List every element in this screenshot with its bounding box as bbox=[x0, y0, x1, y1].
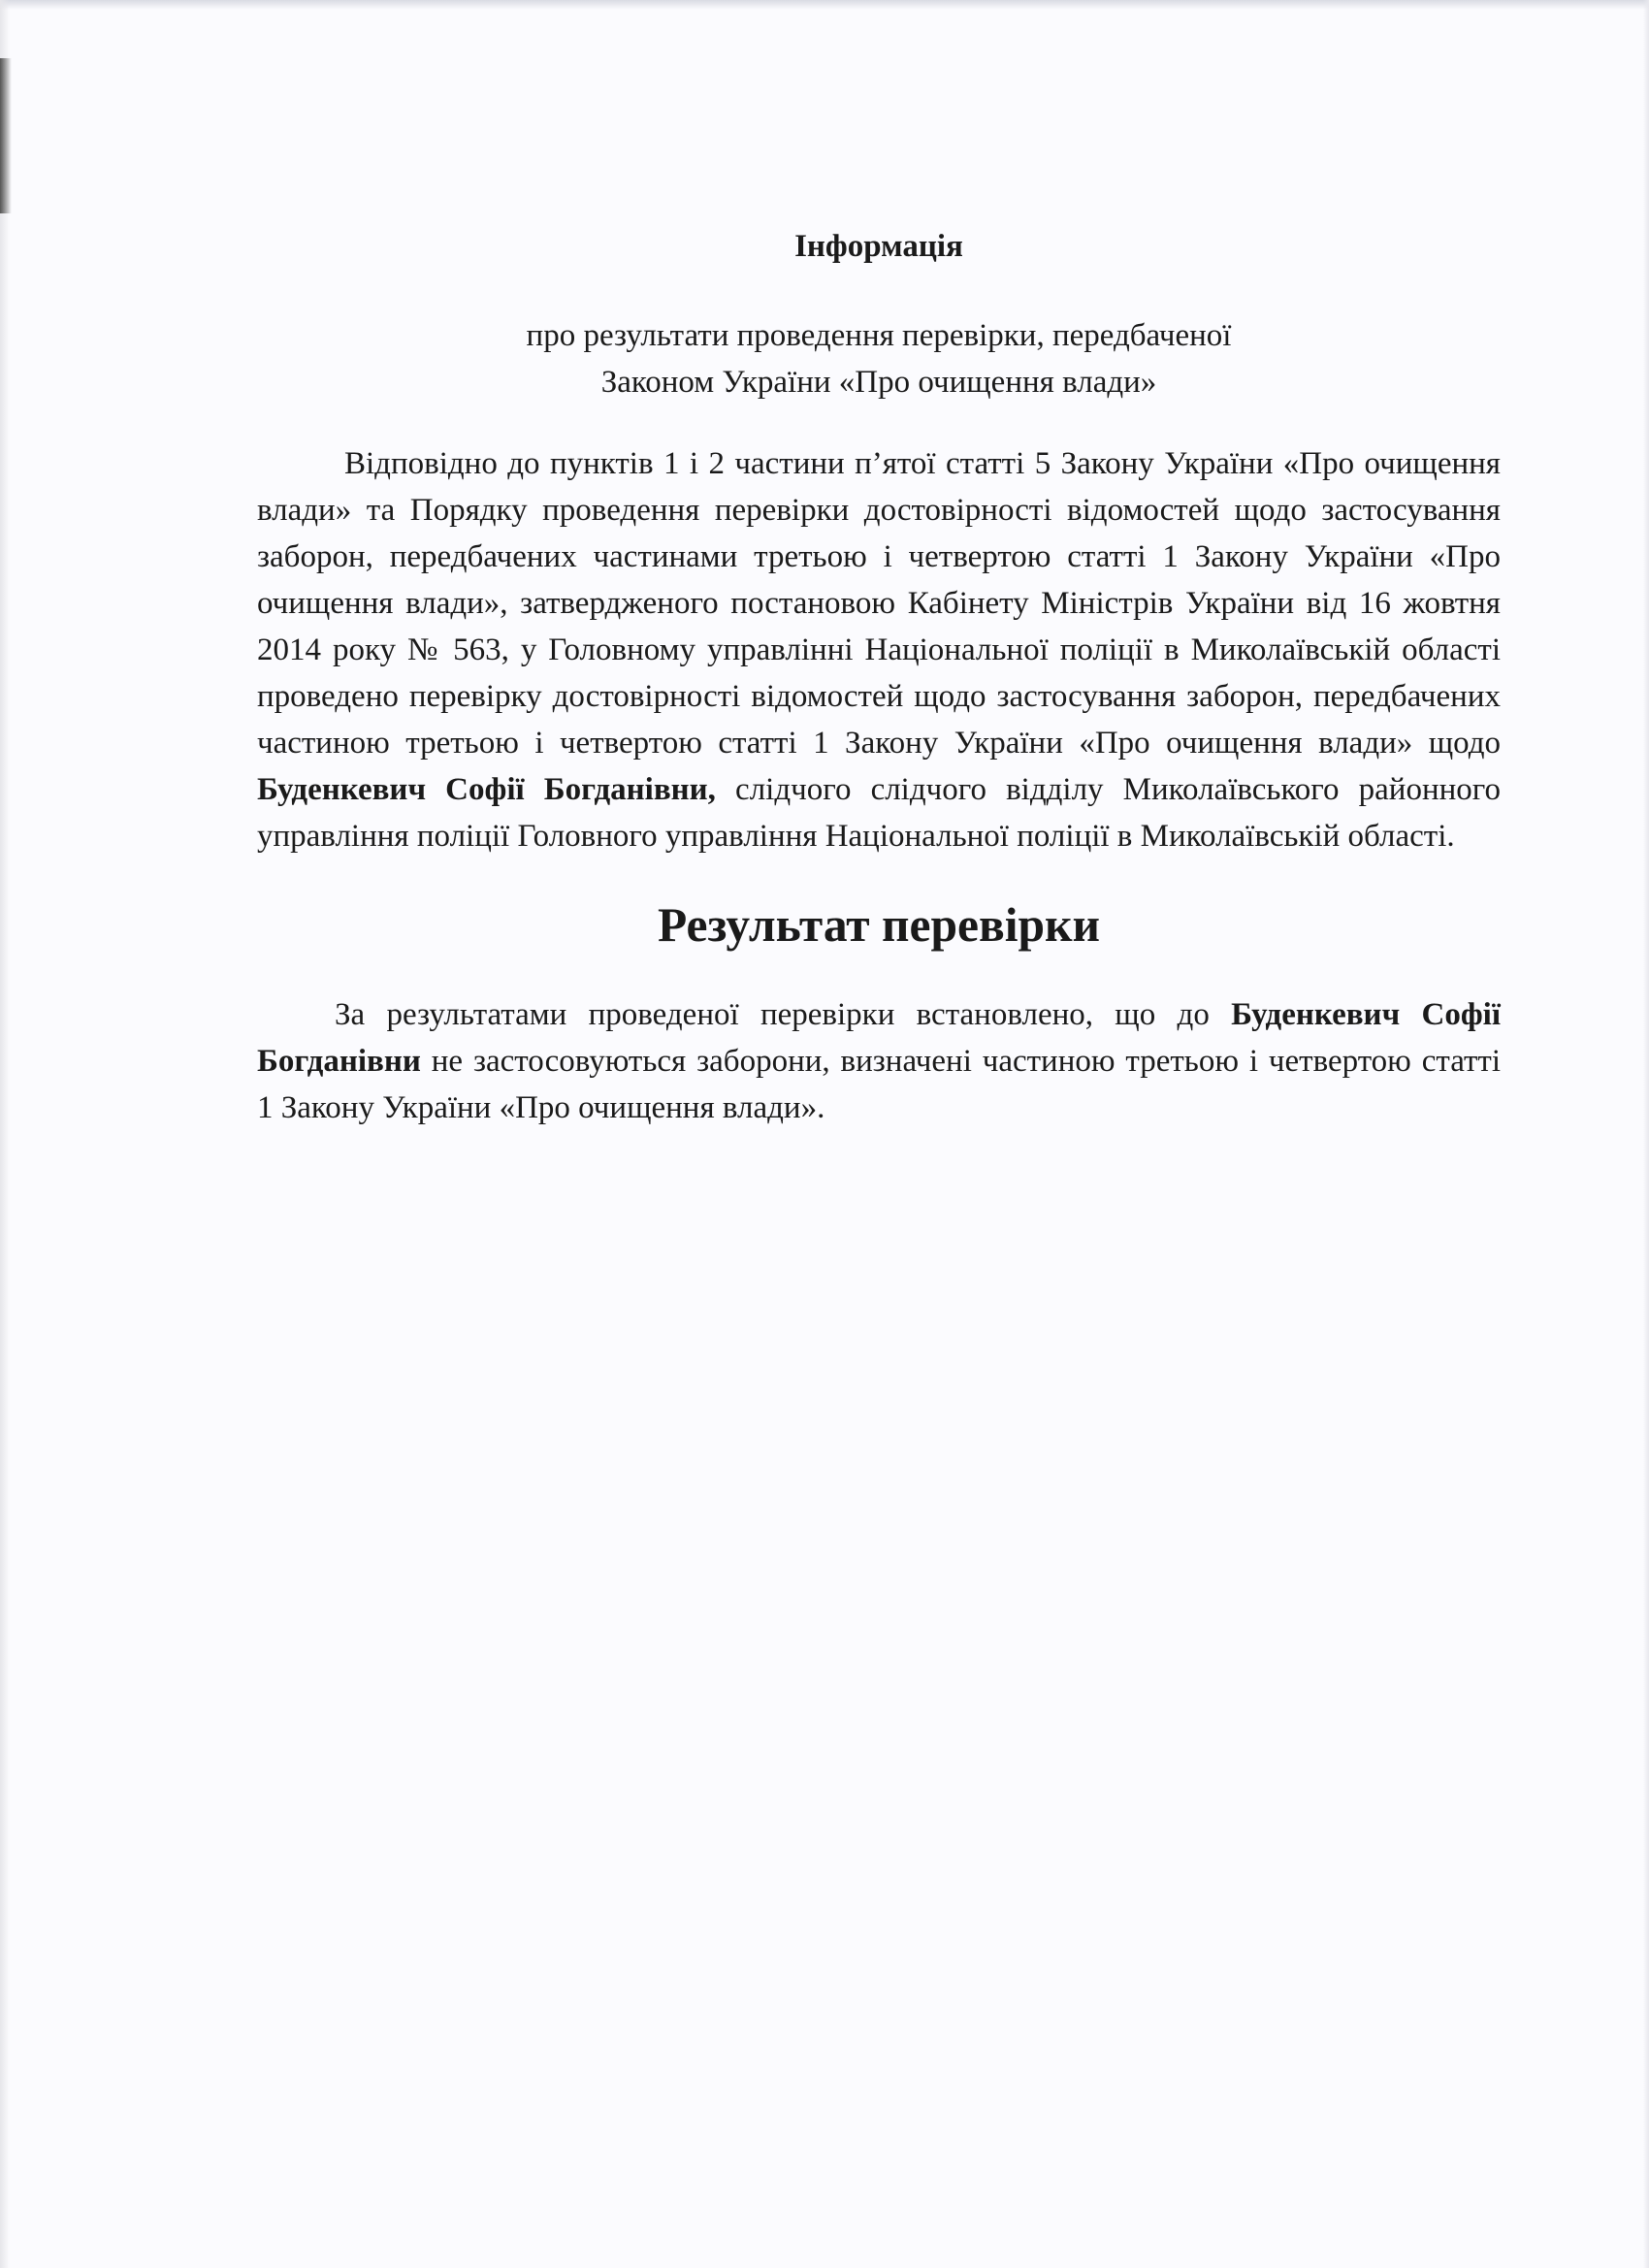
document-title: Інформація bbox=[794, 229, 963, 264]
paragraph-result bbox=[257, 991, 1501, 1131]
scan-left-edge bbox=[0, 0, 10, 2268]
subtitle-line-1: про результати проведення перевірки, передбаченої bbox=[526, 318, 1232, 353]
paragraph-basis bbox=[257, 440, 1501, 859]
paragraph-basis-text-1: Відповідно до пунктів 1 і 2 частини п’ятої статті 5 Закону України «Про очищення влади» та Порядку проведення перевірки достовірності відомостей щодо застосування заборон, передбачених частинами третьою і четвертою статті 1 Закону України «Про очищення влади», затвердженого постановою Кабінету Міністрів України від 16 жовтня 2014 року № 563, у Головному управлінні Національної поліції в Миколаївській області проведено перевірку достовірності відомостей щодо застосування заборон, передбачених частиною третьою і четвертою статті 1 Закону України «Про очищення влади» щодо bbox=[257, 446, 1501, 761]
person-name-bold-1: Буденкевич Софії Богданівни, bbox=[257, 772, 716, 807]
document-subtitle bbox=[257, 312, 1501, 405]
scan-top-edge bbox=[0, 0, 1649, 10]
document-body bbox=[257, 223, 1501, 1131]
person-name-bold-2: Буденкевич Софії Богданівни bbox=[257, 997, 1501, 1079]
paragraph-result-text-1: За результатами проведеної перевірки встановлено, що до bbox=[335, 997, 1232, 1032]
subtitle-line-2: Законом України «Про очищення влади» bbox=[600, 365, 1157, 400]
paragraph-basis-text-2: слідчого слідчого відділу Миколаївського районного управління поліції Головного управління Національної поліції в Миколаївській області. bbox=[257, 772, 1501, 854]
scan-right-edge bbox=[1643, 0, 1649, 2268]
paragraph-result-text-2: не застосовуються заборони, визначені частиною третьою і четвертою статті 1 Закону України «Про очищення влади». bbox=[257, 1044, 1501, 1125]
scan-corner-shadow bbox=[0, 58, 12, 213]
section-title-result: Результат перевірки bbox=[657, 898, 1101, 952]
